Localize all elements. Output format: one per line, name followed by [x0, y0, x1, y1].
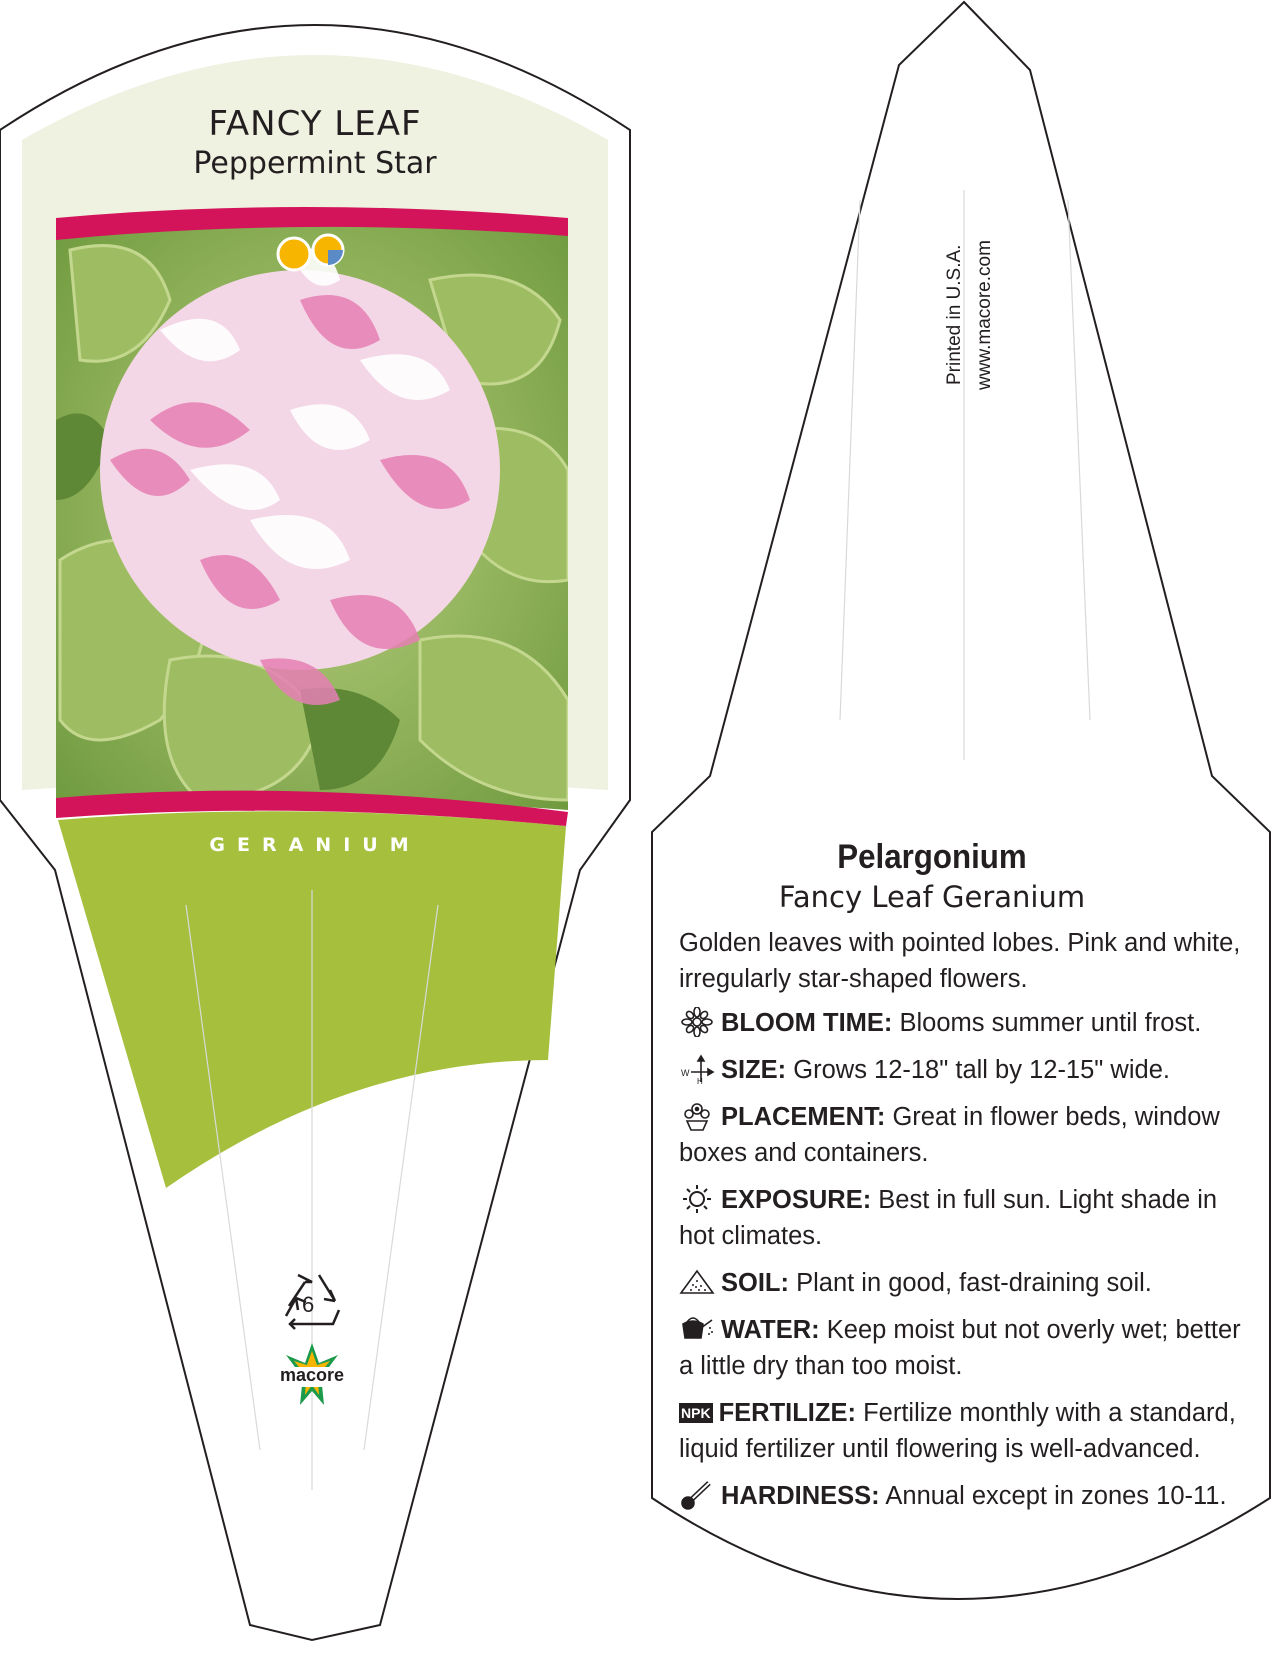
hardiness-text: Annual except in zones 10-11.: [885, 1482, 1227, 1510]
fertilize-row: [679, 1395, 1259, 1467]
brand-logo-text: macore: [279, 1365, 345, 1385]
hardiness-row: [679, 1478, 1259, 1514]
water-row: [679, 1312, 1259, 1384]
water-label: WATER:: [721, 1316, 820, 1344]
size-text: Grows 12-18" tall by 12-15" wide.: [793, 1056, 1170, 1084]
sun-icon: [679, 1184, 715, 1214]
svg-text:W: W: [681, 1068, 690, 1078]
full-sun-icon: [278, 238, 310, 270]
exposure-text: Best in full sun. Light shade in hot climates.: [679, 1186, 1218, 1250]
placement-label: PLACEMENT:: [721, 1103, 886, 1131]
size-label: SIZE:: [721, 1056, 787, 1084]
placement-row: [679, 1099, 1259, 1171]
plant-pot-icon: [679, 1101, 715, 1131]
front-variety: Peppermint Star: [193, 146, 437, 181]
bloom-time-row: [679, 1005, 1259, 1041]
front-category: GERANIUM: [209, 834, 421, 856]
recycle-code: 6: [302, 1292, 315, 1317]
soil-label: SOIL:: [721, 1269, 789, 1297]
website-label: www.macore.com: [974, 240, 995, 390]
part-sun-icon: [313, 235, 343, 265]
flower-photo: [56, 205, 568, 815]
placement-text: Great in flower beds, window boxes and containers.: [679, 1103, 1220, 1167]
soil-pile-icon: [679, 1267, 715, 1297]
soil-row: [679, 1265, 1259, 1301]
soil-text: Plant in good, fast-draining soil.: [796, 1269, 1152, 1297]
thermometer-icon: [679, 1480, 715, 1510]
exposure-label: EXPOSURE:: [721, 1186, 872, 1214]
watering-can-icon: [679, 1314, 715, 1344]
common-name: Fancy Leaf Geranium: [778, 880, 1086, 914]
botanical-name: Pelargonium: [837, 838, 1027, 876]
flower-icon: [679, 1007, 715, 1037]
water-text: Keep moist but not overly wet; better a little dry than too moist.: [679, 1316, 1241, 1380]
exposure-row: [679, 1182, 1259, 1254]
npk-icon: NPK: [681, 1405, 711, 1421]
fertilize-text: Fertilize monthly with a standard, liquid fertilizer until flowering is well-advanced.: [679, 1399, 1236, 1463]
hardiness-label: HARDINESS:: [721, 1482, 880, 1510]
bloom-label: BLOOM TIME:: [721, 1009, 893, 1037]
care-info: [679, 925, 1259, 1525]
svg-text:H: H: [697, 1077, 703, 1084]
fertilize-label: FERTILIZE:: [718, 1399, 856, 1427]
printed-in-label: Printed in U.S.A.: [944, 244, 965, 385]
size-arrows-icon: [679, 1054, 715, 1084]
description: Golden leaves with pointed lobes. Pink and white, irregularly star-shaped flowers.: [679, 929, 1241, 993]
front-title: FANCY LEAF: [208, 104, 422, 144]
bloom-text: Blooms summer until frost.: [899, 1009, 1202, 1037]
size-row: [679, 1052, 1259, 1088]
